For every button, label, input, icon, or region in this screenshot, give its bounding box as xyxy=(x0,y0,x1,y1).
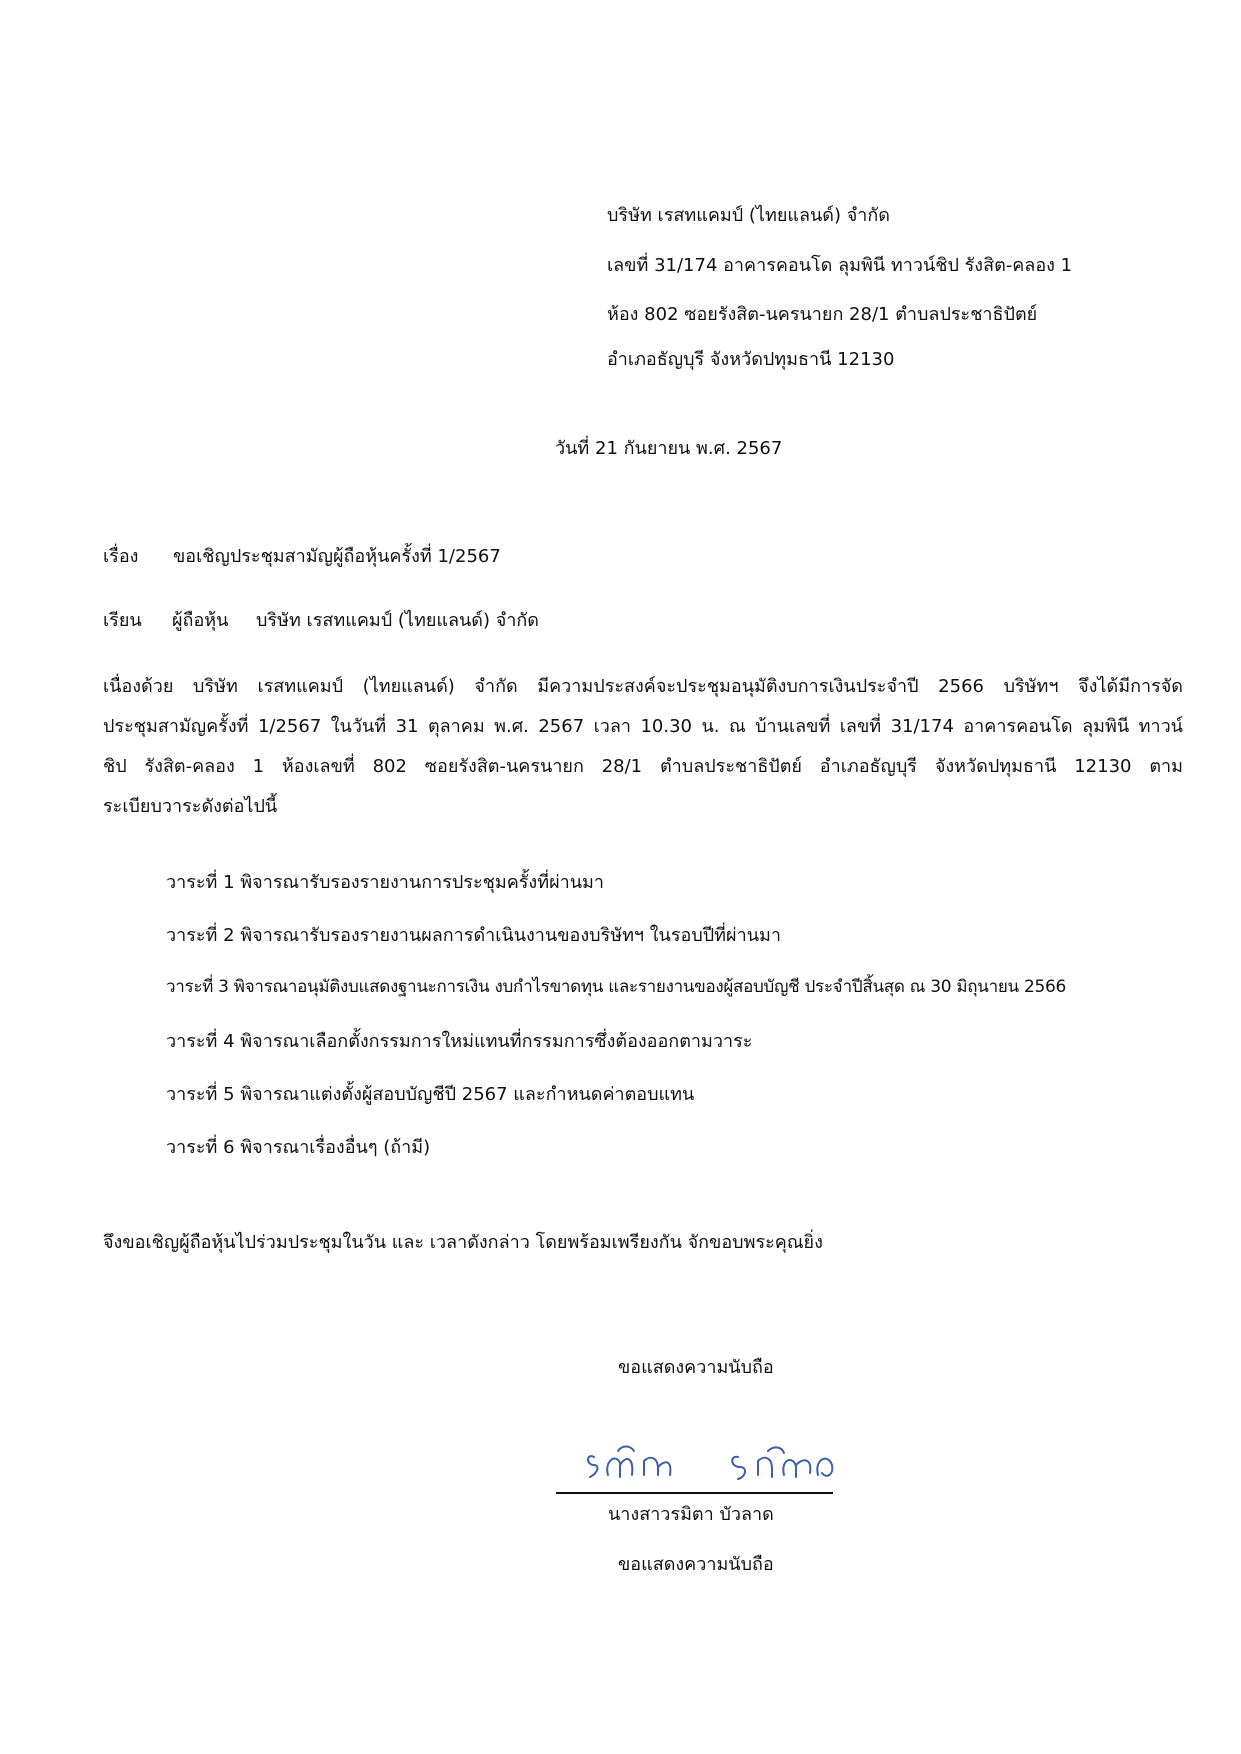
body-line-3: ชิป รังสิต-คลอง 1 ห้องเลขที่ 802 ซอยรังสิต-นครนายก 28/1 ตำบลประชาธิปัตย์ อำเภอธัญบุรี จังหวัดปทุมธานี 12130 ตาม xyxy=(103,756,1183,777)
sender-address-line-3: อำเภอธัญบุรี จังหวัดปทุมธานี 12130 xyxy=(607,349,895,370)
sender-address-line-2: ห้อง 802 ซอยรังสิต-นครนายก 28/1 ตำบลประชาธิปัตย์ xyxy=(607,304,1038,325)
subject-label: เรื่อง xyxy=(103,546,139,567)
agenda-item-2: วาระที่ 2 พิจารณารับรองรายงานผลการดำเนินงานของบริษัทฯ ในรอบปีที่ผ่านมา xyxy=(166,925,781,946)
body-line-2: ประชุมสามัญครั้งที่ 1/2567 ในวันที่ 31 ตุลาคม พ.ศ. 2567 เวลา 10.30 น. ณ บ้านเลขที่ เลขที่ 31/174 อาคารคอนโด ลุมพินี ทาวน์ xyxy=(103,716,1183,737)
agenda-item-1: วาระที่ 1 พิจารณารับรองรายงานการประชุมครั้งที่ผ่านมา xyxy=(166,872,605,893)
regards-bottom: ขอแสดงความนับถือ xyxy=(618,1554,774,1575)
subject-text: ขอเชิญประชุมสามัญผู้ถือหุ้นครั้งที่ 1/2567 xyxy=(173,546,501,567)
closing-text: จึงขอเชิญผู้ถือหุ้นไปร่วมประชุมในวัน และ เวลาดังกล่าว โดยพร้อมเพรียงกัน จักขอบพระคุณยิ่ง xyxy=(103,1232,823,1253)
handwritten-signature xyxy=(580,1443,850,1491)
body-line-4: ระเบียบวาระดังต่อไปนี้ xyxy=(103,796,278,817)
body-line-1: เนื่องด้วย บริษัท เรสทแคมป์ (ไทยแลนด์) จำกัด มีความประสงค์จะประชุมอนุมัติงบการเงินประจำปี 2566 บริษัทฯ จึงได้มีการจัด xyxy=(103,676,1183,697)
agenda-item-3: วาระที่ 3 พิจารณาอนุมัติงบแสดงฐานะการเงิน งบกำไรขาดทุน และรายงานของผู้สอบบัญชี ประจำปีสิ้นสุด ณ 30 มิถุนายน 2566 xyxy=(166,977,1067,997)
agenda-item-4: วาระที่ 4 พิจารณาเลือกตั้งกรรมการใหม่แทนที่กรรมการซึ่งต้องออกตามวาระ xyxy=(166,1031,753,1052)
sender-company: บริษัท เรสทแคมป์ (ไทยแลนด์) จำกัด xyxy=(607,205,890,226)
signer-name: นางสาวรมิตา บัวลาด xyxy=(608,1504,774,1525)
sender-address-line-1: เลขที่ 31/174 อาคารคอนโด ลุมพินี ทาวน์ชิป รังสิต-คลอง 1 xyxy=(607,255,1073,276)
recipient-label: เรียน xyxy=(103,610,142,631)
agenda-item-6: วาระที่ 6 พิจารณาเรื่องอื่นๆ (ถ้ามี) xyxy=(166,1137,431,1158)
signature-line xyxy=(556,1492,833,1494)
agenda-item-5: วาระที่ 5 พิจารณาแต่งตั้งผู้สอบบัญชีปี 2567 และกำหนดค่าตอบแทน xyxy=(166,1084,695,1105)
recipient-text: ผู้ถือหุ้น xyxy=(172,610,229,631)
letter-date: วันที่ 21 กันยายน พ.ศ. 2567 xyxy=(555,438,783,459)
regards-top: ขอแสดงความนับถือ xyxy=(618,1357,774,1378)
recipient-company: บริษัท เรสทแคมป์ (ไทยแลนด์) จำกัด xyxy=(256,610,539,631)
